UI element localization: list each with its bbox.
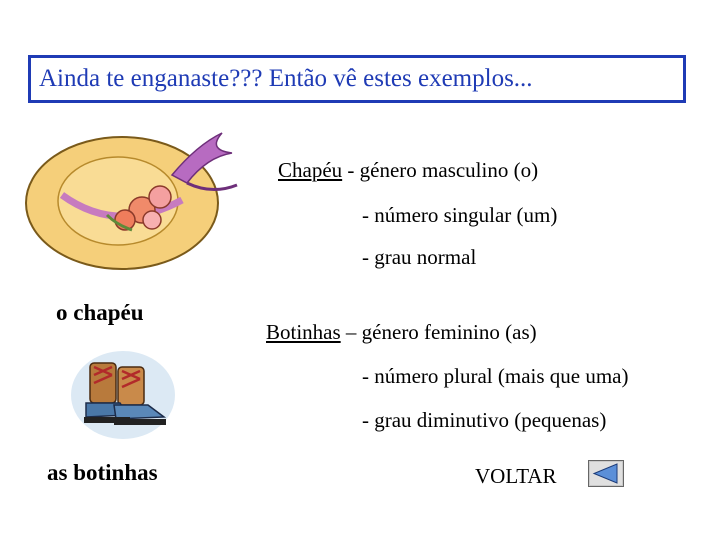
hat-caption: o chapéu [56, 300, 144, 325]
hat-degree: - grau normal [362, 245, 477, 269]
boots-word: Botinhas – género feminino (as) [266, 320, 537, 344]
boots-degree: - grau diminutivo (pequenas) [362, 408, 607, 432]
page-title: Ainda te enganaste??? Então vê estes exemplos... [39, 65, 533, 92]
title-box [28, 55, 686, 103]
boots-number: - número plural (mais que uma) [362, 364, 629, 388]
boots-caption: as botinhas [47, 460, 158, 485]
hat-number: - número singular (um) [362, 203, 558, 227]
triangle-left-icon[interactable] [588, 460, 624, 487]
boots-image [68, 345, 178, 440]
hat-word: Chapéu - género masculino (o) [278, 158, 539, 182]
back-label[interactable]: VOLTAR [475, 464, 557, 488]
hat-with-flowers-image [22, 125, 244, 275]
